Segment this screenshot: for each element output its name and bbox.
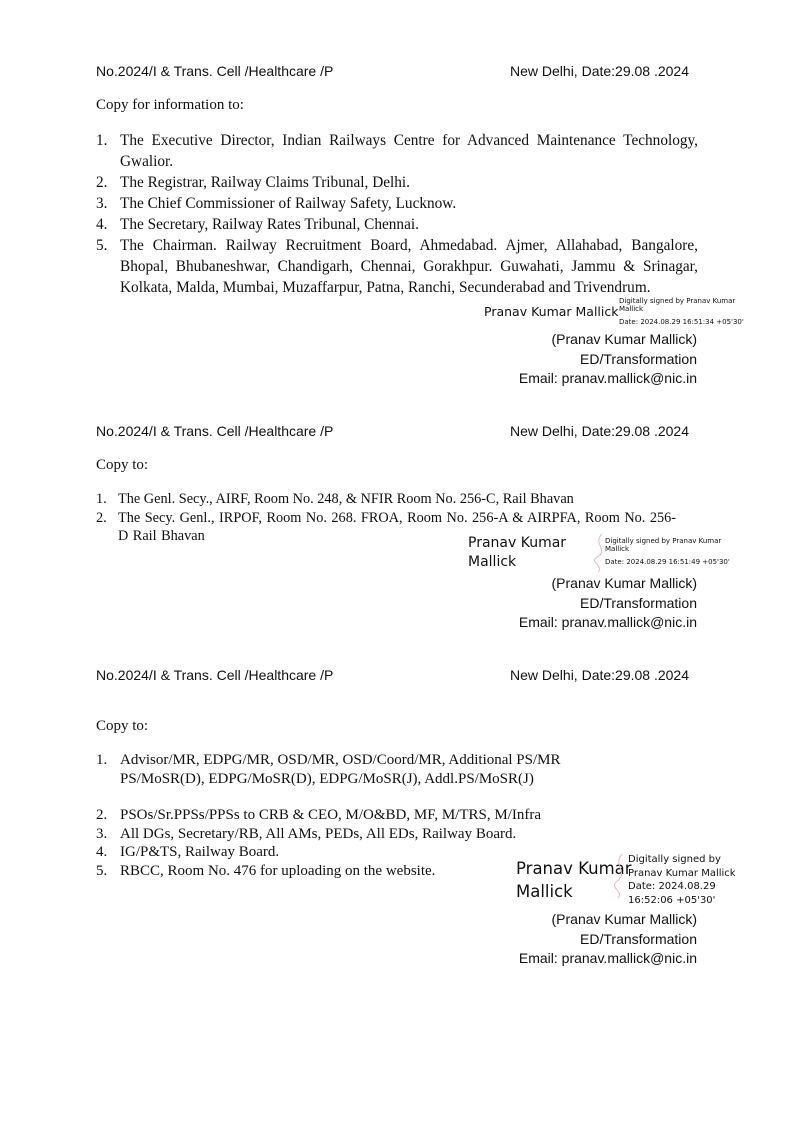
signatory-name: (Pranav Kumar Mallick) [551, 911, 697, 927]
item-number: 4. [96, 844, 108, 860]
reference-number: No.2024/I & Trans. Cell /Healthcare /P [96, 423, 334, 439]
item-text: The Chairman. Railway Recruitment Board, Ahmedabad. Ajmer, Allahabad, Bangalore, Bhopal, Bhubaneshwar, Chandigarh, Chennai, Gorakhpur. Guwahati, Jammu & Srinagar, Kolkata, Malda, Mumbai, Muzaffarpur, Patna, Ranchi, Secunderabad and Trivendrum. [120, 237, 698, 296]
item-text: The Registrar, Railway Claims Tribunal, Delhi. [120, 174, 410, 191]
list-item [96, 806, 616, 825]
list-item [96, 172, 698, 193]
copy-heading: Copy to: [96, 457, 149, 473]
signed-date: Date: 2024.08.29 16:51:34 +05'30' [619, 318, 744, 326]
signer-name-first: Pranav Kumar [468, 535, 567, 551]
designation: ED/Transformation [580, 930, 697, 947]
item-text: The Secy. Genl., IRPOF, Room No. 268. FROA, Room No. 256-A & AIRPFA, Room No. 256-D Rail Bhavan [118, 509, 677, 544]
signatory-name: (Pranav Kumar Mallick) [551, 575, 697, 591]
list-item [96, 235, 698, 298]
copy-heading: Copy to: [96, 718, 149, 734]
email: Email: pranav.mallick@nic.in [518, 614, 697, 630]
item-number: 2. [96, 174, 108, 191]
item-text: The Genl. Secy., AIRF, Room No. 248, & NFIR Room No. 256-C, Rail Bhavan [118, 491, 574, 507]
signer-name-first: Pranav Kumar [516, 859, 632, 878]
item-text: All DGs, Secretary/RB, All AMs, PEDs, All EDs, Railway Board. [120, 825, 517, 842]
list-item [96, 193, 698, 214]
email: Email: pranav.mallick@nic.in [518, 950, 697, 966]
list-item [96, 751, 616, 788]
item-text: The Chief Commissioner of Railway Safety, Lucknow. [120, 195, 457, 212]
place-date: New Delhi, Date:29.08 .2024 [510, 667, 689, 683]
place-date: New Delhi, Date:29.08 .2024 [510, 63, 689, 79]
item-text: The Secretary, Railway Rates Tribunal, Chennai. [120, 216, 419, 233]
email: Email: pranav.mallick@nic.in [518, 370, 697, 386]
item-number: 5. [96, 862, 108, 879]
list-item [96, 825, 616, 844]
item-text: The Executive Director, Indian Railways Centre for Advanced Maintenance Technology, Gwalior. [120, 132, 698, 170]
signatory-name: (Pranav Kumar Mallick) [551, 331, 697, 347]
item-number: 1. [96, 752, 108, 768]
signed-date: Date: 2024.08.29 16:51:49 +05'30' [605, 558, 730, 566]
item-text: RBCC, Room No. 476 for uploading on the website. [120, 862, 436, 879]
sign-block [519, 574, 697, 633]
place-date: New Delhi, Date:29.08 .2024 [510, 423, 689, 439]
signed-by-note: Digitally signed by Pranav Kumar Mallick [619, 297, 736, 314]
signer-name: Pranav Kumar Mallick [484, 304, 619, 319]
item-text: PSOs/Sr.PPSs/PPSs to CRB & CEO, M/O&BD, MF, M/TRS, M/Infra [120, 807, 542, 823]
signer-name-last: Mallick [516, 882, 573, 901]
item-number: 5. [96, 237, 108, 254]
item-text: IG/P&TS, Railway Board. [120, 844, 280, 860]
list-item [96, 490, 698, 509]
signed-by-note: Digitally signed by [628, 854, 721, 865]
item-number: 2. [96, 807, 108, 823]
reference-number: No.2024/I & Trans. Cell /Healthcare /P [96, 63, 334, 79]
sign-block [519, 910, 697, 969]
list-item [96, 214, 698, 235]
signed-by-name: Pranav Kumar Mallick [628, 867, 736, 879]
item-text: Advisor/MR, EDPG/MR, OSD/MR, OSD/Coord/MR, Additional PS/MR PS/MoSR(D), EDPG/MoSR(D), EDPG/MoSR(J), Addl.PS/MoSR(J) [120, 752, 561, 787]
signer-name-last: Mallick [468, 554, 517, 570]
item-number: 3. [96, 195, 108, 212]
sign-block [519, 330, 697, 389]
copy-heading: Copy for information to: [96, 97, 244, 113]
list-item [96, 130, 698, 172]
item-number: 3. [96, 825, 108, 842]
recipient-list [96, 130, 698, 298]
signed-by-note: Digitally signed by Pranav Kumar Mallick [605, 537, 722, 554]
item-number: 2. [96, 509, 107, 526]
designation: ED/Transformation [580, 350, 697, 367]
reference-number: No.2024/I & Trans. Cell /Healthcare /P [96, 667, 334, 683]
item-number: 4. [96, 216, 108, 233]
signed-time: 16:52:06 +05'30' [628, 894, 716, 906]
item-number: 1. [96, 491, 107, 507]
signed-date: Date: 2024.08.29 [628, 881, 716, 892]
item-number: 1. [96, 132, 108, 149]
designation: ED/Transformation [580, 594, 697, 611]
